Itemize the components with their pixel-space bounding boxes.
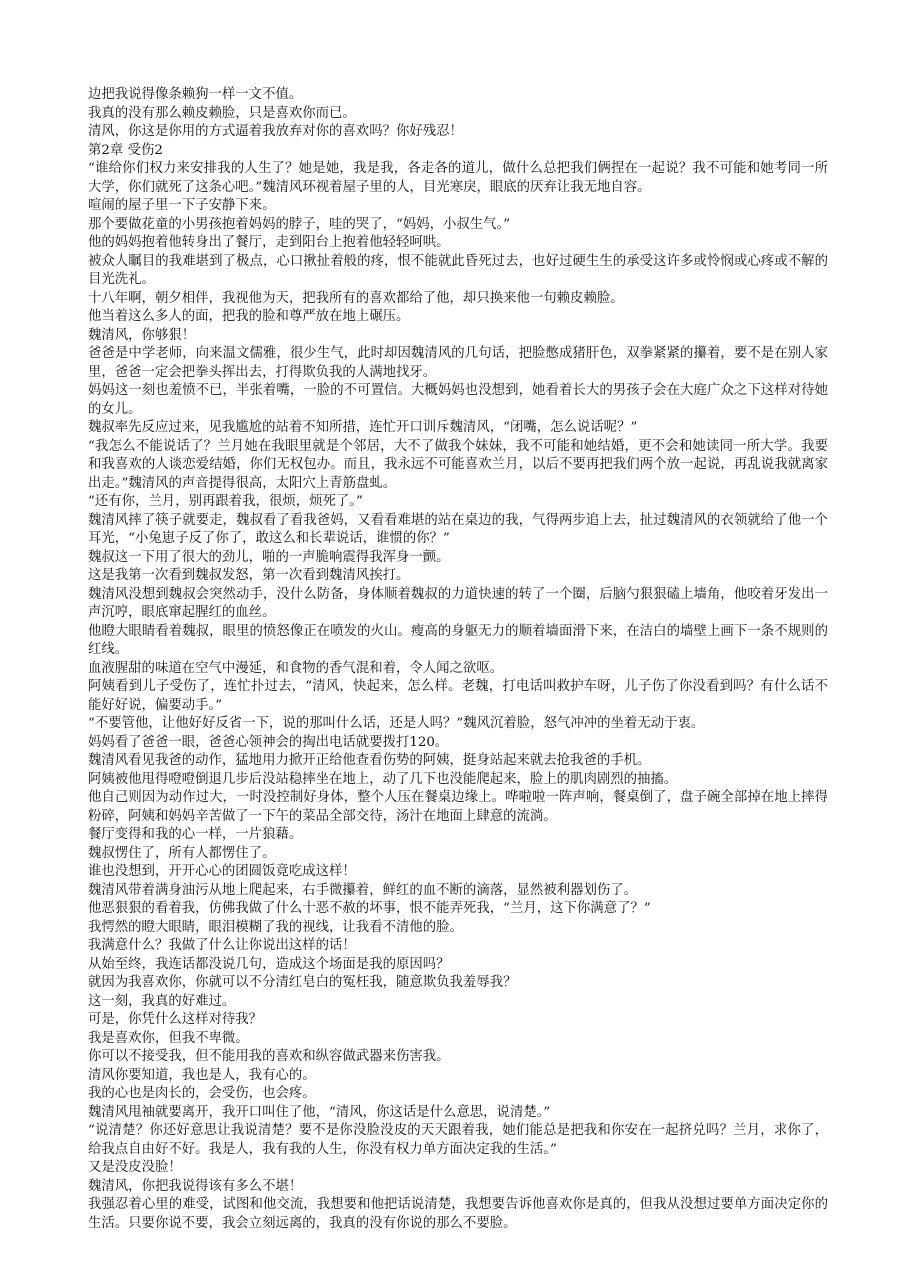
paragraph: 阿姨被他甩得噔噔倒退几步后没站稳摔坐在地上，动了几下也没能爬起来，脸上的肌肉剧烈的抽搐。 — [88, 771, 678, 787]
paragraph: 他自己则因为动作过大，一时没控制好身体，整个人压在餐桌边缘上。哗啦啦一阵声响，餐桌倒了，盘子碗全部掉在地上摔得粉碎，阿姨和妈妈辛苦做了一下午的菜品全部交待，汤汁在地面上肆意的流淌。 — [88, 790, 828, 824]
paragraph: 我真的没有那么赖皮赖脸，只是喜欢你而已。 — [88, 105, 356, 121]
paragraph: “我怎么不能说话了？兰月她在我眼里就是个邻居，大不了做我个妹妹，我不可能和她结婚，更不会和她读同一所大学。我要和我喜欢的人谈恋爱结婚，你们无权包办。而且，我永远不可能喜欢兰月，以后不要再把我们两个放一起说，再乱说我就离家出走。”魏清风的声音提得很高，太阳穴上青筋盘虬。 — [88, 438, 828, 491]
paragraph: 可是，你凭什么这样对待我？ — [88, 1012, 263, 1027]
paragraph: 魏清风没想到魏叔会突然动手，没什么防备，身体顺着魏叔的力道快速的转了一个圈，后脑勺狠狠磕上墙角，他咬着牙发出一声沉哼，眼底窜起腥红的血丝。 — [88, 586, 828, 620]
paragraph: “谁给你们权力来安排我的人生了？她是她，我是我，各走各的道儿，做什么总把我们俩捏在一起说？我不可能和她考同一所大学，你们就死了这条心吧。”魏清风环视着屋子里的人，目光寒戾，眼底的厌弃让我无地自容。 — [88, 161, 828, 195]
document-body — [88, 86, 828, 1233]
paragraph: 魏清风摔了筷子就要走，魏叔看了看我爸妈，又看看难堪的站在桌边的我，气得两步追上去，扯过魏清风的衣领就给了他一个耳光，“小兔崽子反了你了，敢这么和长辈说话，谁惯的你？” — [88, 512, 828, 546]
paragraph: 魏清风甩袖就要离开，我开口叫住了他，“清风，你这话是什么意思，说清楚。” — [88, 1104, 551, 1120]
paragraph: 我是喜欢你，但我不卑微。 — [88, 1030, 249, 1046]
paragraph: 被众人瞩目的我难堪到了极点，心口揪扯着般的疼，恨不能就此昏死过去，也好过硬生生的承受这许多或怜悯或心疼或不解的目光洗礼。 — [88, 253, 828, 287]
paragraph: 餐厅变得和我的心一样，一片狼藉。 — [88, 827, 303, 842]
paragraph: 他恶狠狠的看着我，仿佛我做了什么十恶不赦的坏事，恨不能弄死我，“兰月，这下你满意了？” — [88, 901, 651, 916]
paragraph: 魏叔愣住了，所有人都愣住了。 — [88, 845, 276, 861]
paragraph: 我强忍着心里的难受，试图和他交流，我想要和他把话说清楚，我想要告诉他喜欢你是真的，但我从没想过要单方面决定你的生活。只要你说不要，我会立刻远离的，我真的没有你说的那么不要脸。 — [88, 1197, 828, 1231]
paragraph: 阿姨看到儿子受伤了，连忙扑过去，“清风，快起来，怎么样。老魏，打电话叫救护车呀，儿子伤了你没看到吗？有什么话不能好好说，偏要动手。” — [88, 679, 828, 713]
paragraph: 魏清风，你够狠！ — [88, 327, 196, 343]
paragraph: 就因为我喜欢你，你就可以不分清红皂白的冤枉我，随意欺负我羞辱我？ — [88, 975, 517, 990]
paragraph: 清风，你这是你用的方式逼着我放弃对你的喜欢吗？你好残忍！ — [88, 124, 463, 139]
paragraph: 他的妈妈抱着他转身出了餐厅，走到阳台上抱着他轻轻呵哄。 — [88, 235, 450, 250]
paragraph: 魏清风带着满身油污从地上爬起来，右手微攥着，鲜红的血不断的滴落，显然被利器划伤了。 — [88, 882, 638, 898]
paragraph: 那个要做花童的小男孩抱着妈妈的脖子，哇的哭了，“妈妈，小叔生气。” — [88, 216, 511, 232]
paragraph: 爸爸是中学老师，向来温文儒雅，很少生气，此时却因魏清风的几句话，把脸憋成猪肝色，双拳紧紧的攥着，要不是在别人家里，爸爸一定会把拳头挥出去，打得欺负我的人满地找牙。 — [88, 346, 828, 380]
paragraph: 魏清风，你把我说得该有多么不堪！ — [88, 1178, 303, 1194]
paragraph: “还有你，兰月，别再跟着我，很烦，烦死了。” — [88, 494, 363, 509]
paragraph: 魏叔率先反应过来，见我尴尬的站着不知所措，连忙开口训斥魏清风，“闭嘴，怎么说话呢？” — [88, 420, 638, 435]
paragraph: 又是没皮没脸！ — [88, 1160, 182, 1175]
paragraph: 妈妈这一刻也羞愤不已，半张着嘴，一脸的不可置信。大概妈妈也没想到，她看着长大的男孩子会在大庭广众之下这样对待她的女儿。 — [88, 383, 828, 417]
paragraph: 清风你要知道，我也是人，我有心的。 — [88, 1067, 316, 1083]
paragraph: 边把我说得像条赖狗一样一文不值。 — [88, 87, 303, 102]
paragraph: 魏清风看见我爸的动作，猛地用力掀开正给他查看伤势的阿姨，挺身站起来就去抢我爸的手机。 — [88, 753, 651, 768]
paragraph: 这是我第一次看到魏叔发怒，第一次看到魏清风挨打。 — [88, 568, 410, 583]
paragraph: 我的心也是肉长的，会受伤，也会疼。 — [88, 1086, 316, 1101]
chapter-heading: 第2章 受伤2 — [88, 142, 163, 158]
paragraph: 谁也没想到，开开心心的团圆饭竟吃成这样！ — [88, 864, 356, 879]
paragraph: 他当着这么多人的面，把我的脸和尊严放在地上碾压。 — [88, 309, 410, 324]
paragraph: 从始至终，我连话都没说几句，造成这个场面是我的原因吗？ — [88, 956, 450, 972]
paragraph: 我愕然的瞪大眼睛，眼泪模糊了我的视线，让我看不清他的脸。 — [88, 919, 463, 935]
paragraph: 我满意什么？我做了什么让你说出这样的话！ — [88, 938, 356, 953]
paragraph: “说清楚？你还好意思让我说清楚？要不是你没脸没皮的天天跟着我，她们能总是把我和你安在一起挤兑吗？兰月，求你了，给我点自由好不好。我是人，我有我的人生，你没有权力单方面决定我的生活。” — [88, 1123, 828, 1157]
paragraph: 血液腥甜的味道在空气中漫延，和食物的香气混和着，令人闻之欲呕。 — [88, 660, 504, 676]
paragraph: 他瞪大眼睛看着魏叔，眼里的愤怒像正在喷发的火山。瘦高的身躯无力的顺着墙面滑下来，在洁白的墙壁上画下一条不规则的红线。 — [88, 623, 828, 657]
paragraph: 你可以不接受我，但不能用我的喜欢和纵容做武器来伤害我。 — [88, 1049, 450, 1064]
paragraph: 十八年啊，朝夕相伴，我视他为天，把我所有的喜欢都给了他，却只换来他一句赖皮赖脸。 — [88, 290, 624, 306]
paragraph: 喧闹的屋子里一下子安静下来。 — [88, 198, 276, 213]
paragraph: “不要管他，让他好好反省一下，说的那叫什么话，还是人吗？”魏风沉着脸，怒气冲冲的坐着无动于衷。 — [88, 716, 705, 731]
paragraph: 这一刻，我真的好难过。 — [88, 993, 236, 1009]
paragraph: 妈妈看了爸爸一眼，爸爸心领神会的掏出电话就要拨打120。 — [88, 734, 449, 750]
paragraph: 魏叔这一下用了很大的劲儿，啪的一声脆响震得我浑身一颤。 — [88, 549, 450, 565]
